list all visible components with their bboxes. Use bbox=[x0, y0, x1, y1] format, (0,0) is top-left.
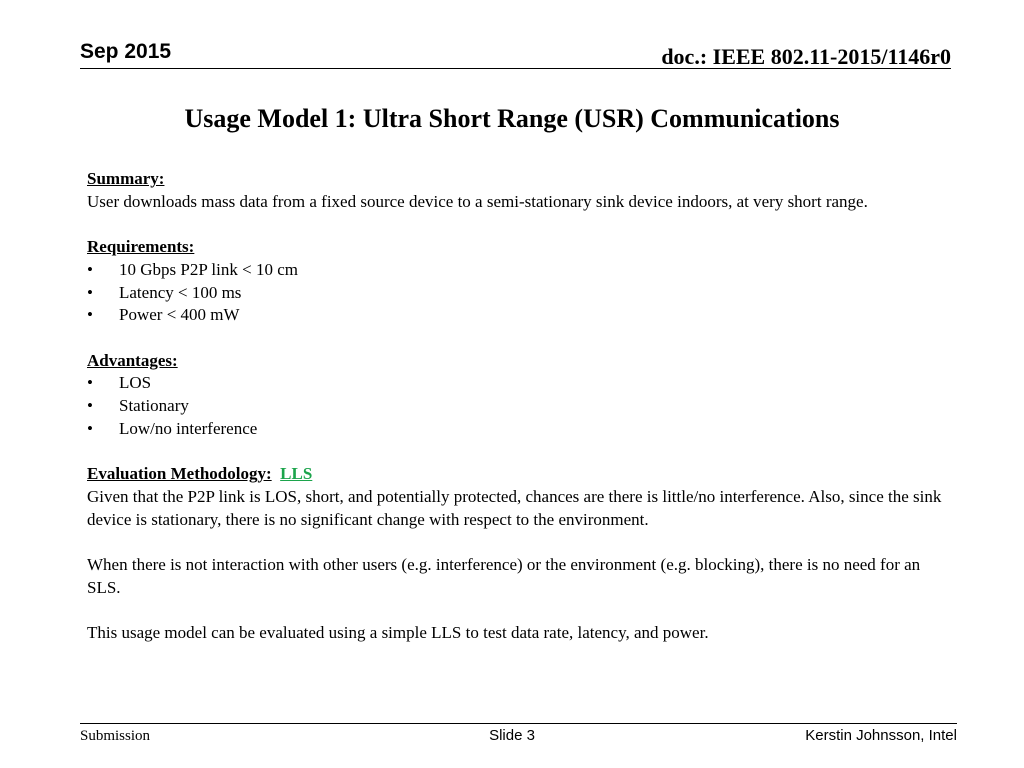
summary-text: User downloads mass data from a fixed source device to a semi-stationary sink device indoors, at very short range. bbox=[87, 191, 868, 211]
advantages-list bbox=[87, 372, 957, 440]
footer-submission: Submission bbox=[80, 728, 151, 744]
summary-heading: Summary: bbox=[87, 169, 165, 188]
evaluation-method-lls: LLS bbox=[280, 464, 313, 484]
evaluation-heading-line bbox=[87, 463, 957, 486]
list-item bbox=[87, 282, 957, 305]
header-date: Sep 2015 bbox=[80, 40, 172, 63]
bullet-icon: • bbox=[87, 418, 93, 438]
slide-title: Usage Model 1: Ultra Short Range (USR) Communications bbox=[184, 104, 840, 133]
bullet-icon: • bbox=[87, 259, 93, 279]
list-item bbox=[87, 395, 957, 418]
bullet-icon: • bbox=[87, 396, 93, 415]
list-item bbox=[87, 259, 957, 282]
evaluation-heading: Evaluation Methodology: bbox=[87, 464, 272, 484]
requirement-text: Power < 400 mW bbox=[119, 305, 240, 325]
list-item bbox=[87, 418, 957, 441]
slide-number: Slide 3 bbox=[489, 727, 535, 744]
evaluation-paragraph: Given that the P2P link is LOS, short, and potentially protected, chances are there is little/no interference. Also, since the sink device is stationary, there is no significant change with respect to the environment. bbox=[87, 486, 942, 529]
requirements-heading: Requirements: bbox=[87, 237, 195, 257]
bullet-icon: • bbox=[87, 305, 93, 325]
evaluation-paragraph: This usage model can be evaluated using a simple LLS to test data rate, latency, and power. bbox=[87, 622, 709, 642]
footer-divider bbox=[80, 723, 957, 724]
requirement-text: Latency < 100 ms bbox=[119, 282, 242, 302]
advantages-heading: Advantages: bbox=[87, 350, 178, 370]
requirement-text: 10 Gbps P2P link < 10 cm bbox=[119, 259, 298, 279]
list-item bbox=[87, 304, 957, 327]
advantage-text: LOS bbox=[119, 373, 152, 393]
requirements-list bbox=[87, 259, 957, 327]
document-id: doc.: IEEE 802.11-2015/1146r0 bbox=[661, 44, 951, 69]
list-item bbox=[87, 372, 957, 395]
footer-author: Kerstin Johnsson, Intel bbox=[805, 727, 957, 744]
header-divider bbox=[80, 68, 951, 69]
slide-body bbox=[87, 168, 957, 645]
advantage-text: Low/no interference bbox=[119, 418, 258, 438]
bullet-icon: • bbox=[87, 282, 93, 302]
evaluation-paragraph: When there is not interaction with other users (e.g. interference) or the environment (e.g. blocking), there is no need for an SLS. bbox=[87, 554, 921, 597]
bullet-icon: • bbox=[87, 373, 93, 393]
advantage-text: Stationary bbox=[119, 396, 189, 415]
